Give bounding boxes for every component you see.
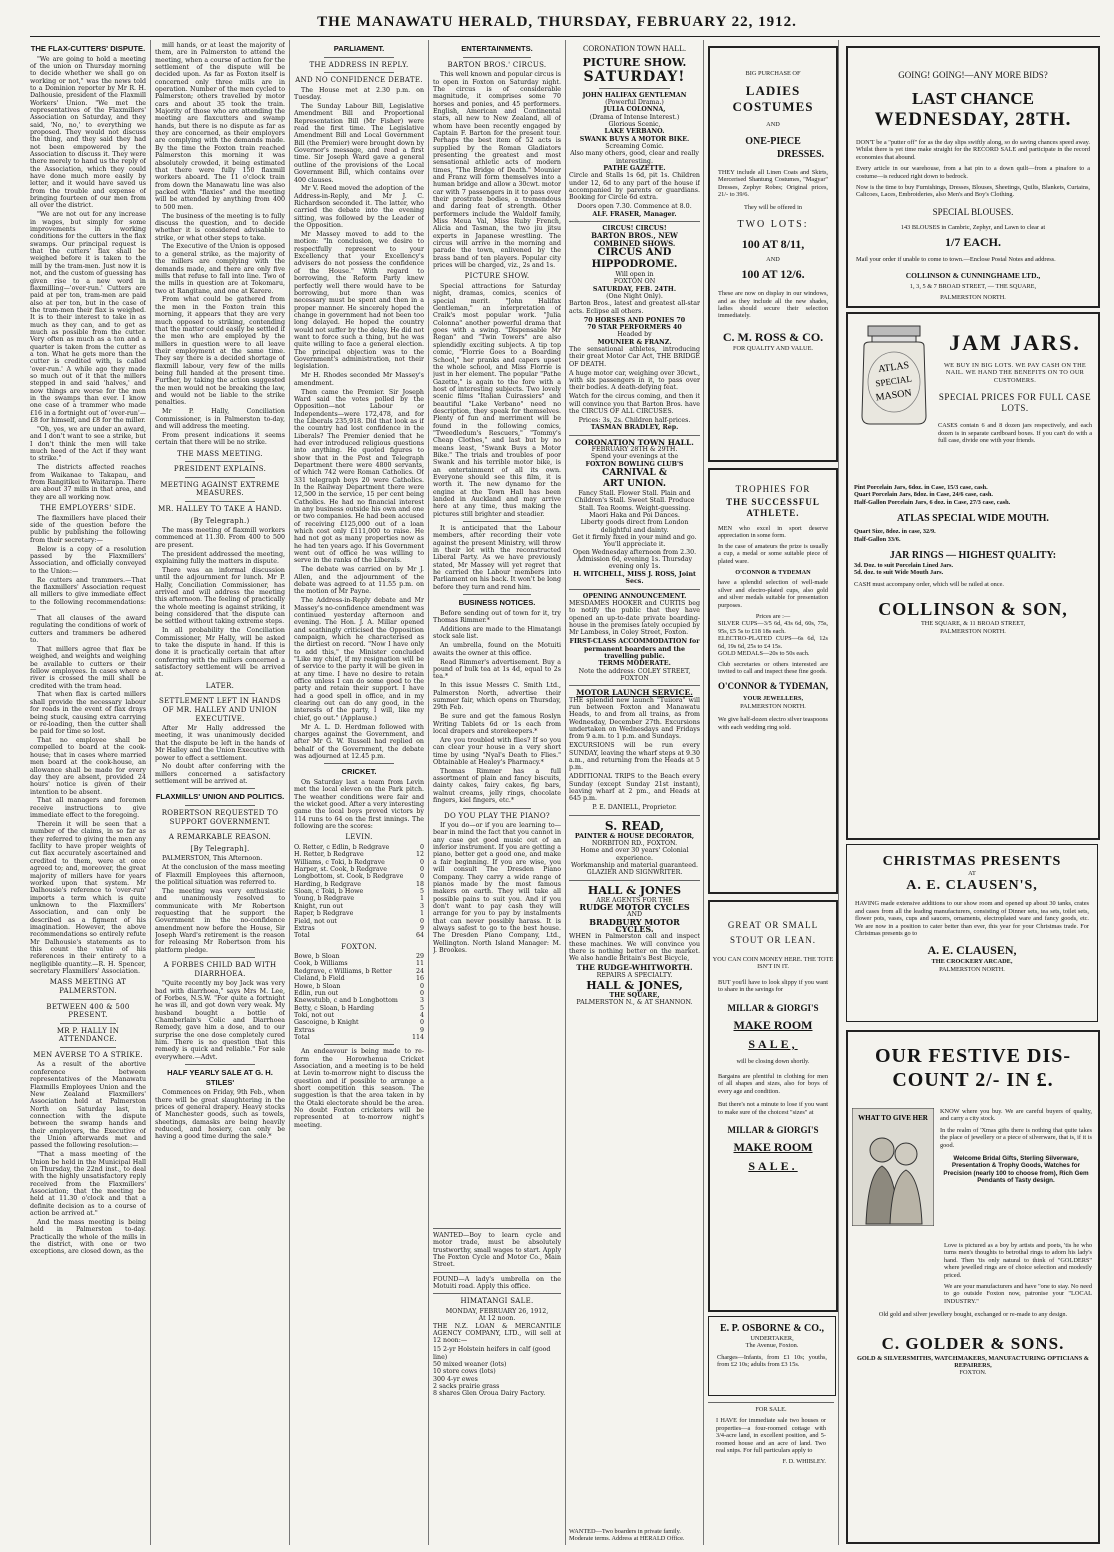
article-paragraph: Mr P. Hally, Conciliation Commissioner, is in Palmerston to-day, and will address the meeting. <box>155 408 285 430</box>
score-row <box>294 895 424 902</box>
score-row <box>294 873 424 880</box>
article-paragraph: "That a mass meeting of the Union be held in the Municipal Hall on Thursday, the 22nd inst., to deal with the highly unsatisfactory reply received from the Flaxmillers' Association; that the meeting be held at 11.30 o'clock and that a definite decision as to a course of action be arrived at." <box>30 1151 146 1217</box>
section-rule <box>185 1064 255 1065</box>
score-value: 0 <box>419 917 424 925</box>
article-heading: THE EMPLOYERS' SIDE. <box>40 504 136 512</box>
section-rule <box>60 999 116 1000</box>
article-heading: A REMARKABLE REASON. <box>168 833 272 842</box>
ad-himatangi-sale: HIMATANGI SALE. MONDAY, FEBRUARY 26, 1912, At 12 noon. THE N.Z. LOAN & MERCANTILE AGENCY COMPANY, LTD., will sell at 12 noon:— 15 2-yr Holstein heifers in calf (good line) 50 mixed weaner (lots) 10 store cows (lots) 300 4-yr ewes 2 sacks prairie grass 8 shares Glen Oroua Dairy Factory. <box>433 1297 561 1398</box>
article-heading: THE FLAX-CUTTERS' DISPUTE. <box>30 44 146 53</box>
article-heading: [By Telegraph]. <box>190 844 250 853</box>
score-value: 0 <box>419 858 424 866</box>
score-row <box>294 960 424 967</box>
article-paragraph: Are you troubled with flies? If so you can clear your house in a very short time by using "Nyal's Death to Flies." Obtainable at Healey's Pharmacy.* <box>433 736 561 766</box>
score-value: 16 <box>415 975 424 983</box>
article-paragraph: At the conclusion of the mass meeting of Flaxmill Employees this afternoon, the political situation was referred to. <box>155 864 285 887</box>
score-row <box>294 859 424 866</box>
section-rule <box>185 461 255 462</box>
article-paragraph: That when flax is carted millers shall provide the necessary labour for roads in the event of flax drays being stuck, causing extra carrying or re-loading, then the cutter shall be paid for time so lost. <box>30 691 146 736</box>
section-rule <box>185 788 255 789</box>
score-row <box>294 990 424 997</box>
article-heading: SETTLEMENT LEFT IN HANDS OF MR. HALLEY AND UNION EXECUTIVE. <box>159 697 281 723</box>
ad-barton-circus: CIRCUS! CIRCUS! BARTON BROS., NEW COMBINED SHOWS. CIRCUS AND HIPPODROME. Will open in FOXTON ON SATURDAY, FEB. 24TH. (One Night Only). Barton Bros., latest and greatest all-star acts. Eclipse all others. 70 HORSES AND PONIES 70 70 STAR PERFORMERS 40 Headed by MOUNIER & FRANZ. The sensational athletes, introducing their great Motor Car Act, THE BRIDGE OF DEATH. A huge motor car, weighing over 30cwt., with six passengers in it, to pass over their bodies. A death-defying feat. Watch for the circus coming, and then it will convince you that Barton Bros. have the CIRCUS OF ALL CIRCUSES. Prices: 3s, 2s. Children half-prices. TASMAN BRADLEY, Rep. <box>569 225 700 432</box>
ad-found-umbrella: FOUND—A lady's umbrella on the Motuiti road. Apply this office. <box>433 1275 561 1291</box>
article-paragraph: Be sure and get the famous Roslyn Writing Tablets 6d or 1s each from local drapers and storekeepers.* <box>433 713 561 735</box>
article-heading: AND NO CONFIDENCE DEBATE. <box>295 76 423 85</box>
article-paragraph: The Executive of the Union is opposed to a general strike, as the majority of the millers are complying with the demands made, and there are only five mills that refuse to fall into line. Two of the mills in question are at Tokomaru, two at Rangitane, and one at Karere. <box>155 243 285 295</box>
section-rule <box>60 1047 116 1048</box>
score-name: Longbottom, st. Cook, b Redgrave <box>294 873 404 881</box>
article-column-parliament <box>294 42 424 1547</box>
column-divider <box>289 40 290 1545</box>
score-row <box>294 1019 424 1026</box>
article-heading: LEVIN. <box>345 833 373 842</box>
article-paragraph: And the mass meeting is being held in Palmerston to-day. Practically the whole of the mills in the district, with one or two exceptions, are closed down, as the <box>30 1218 146 1256</box>
score-value: 12 <box>415 851 424 859</box>
article-paragraph: This well known and popular circus is to open in Foxton on Saturday night. The circus is of considerable magnitude, it comprises some 70 horses and ponies, and 45 performers. English, American and Continental stars, all new to New Zealand, all of whom have been recently engaged by Captain F. Barton for the present tour. Perhaps the best item of 52 acts is supplied by the Roman Gladiators presenting the greatest and most sensational athletic acts of modern times, "The Bridge of Death." Mounier and Franz will form themselves into a human bridge and allow a 30cwt. motor car with 7 passengers in it to pass over their prostrate bodies, a tremendous and daring feat of strength. Other performers include the Waldolf family, Miss Meua Val, Miss Ruby French, Alicia and Tasman, the two jiu jitsu experts in Japanese wrestling. The circus will arrive in the morning and parade the town, enlivened by the brass band of ten players. Popular city prices will be charged, viz., 2s and 1s. <box>433 71 561 270</box>
article-paragraph: The president addressed the meeting, explaining fully the matters in dispute. <box>155 550 285 566</box>
article-heading: MR. HALLEY TO TAKE A HAND. <box>158 504 282 513</box>
article-paragraph: Before sending out of town for it, try Thomas Rimmer.* <box>433 609 561 625</box>
section-rule <box>324 763 394 764</box>
article-heading: FOXTON. <box>341 942 377 951</box>
article-paragraph: "We are not out for any increase in wages, but simply for some improvements in working conditions for the cutters in the flax swamps. Our principal request is that the cutters' flax shall be weighed before it is taken to the mill by the tram-men. Just now it is not, and the custom of guessing has given rise to a new word in flaxmilling—'over-run.' Cutters are paid at per ton, tram-men are paid also at per ton, but in the case of the tram-men their flax is weighed. It is to their interest to take in as much as they can, and to get as much as possible from the cutter. Very often as much as a ton and a quarter is taken from the cutter as a ton. What he gets more than the cutter is credited with, is called 'over-run.' A while ago they made so much out of it that the millers stepped in and said 'halves,' and now things are worse for the men in the swamps than ever. I know one case of a trammer who made £16 in a fortnight out of 'over-run'—£8 for himself, and £8 for the miller. <box>30 211 146 425</box>
advertisement-column-5 <box>569 42 700 1547</box>
article-paragraph: The Sunday Labour Bill, Legislative Amendment Bill and Proportional Representation Bill (Mr Fisher) were read the first time. The Legislative Amendment Bill and Local Government Bill (the Premier) were brought down by Governor's message, and read a first time. Sir Joseph Ward gave a general outline of the provisions of the Local Government Bill, which contains over 400 clauses. <box>294 103 424 184</box>
article-heading: A FORBES CHILD BAD WITH DIARRHOEA. <box>163 961 277 978</box>
score-value: 5 <box>419 1004 424 1012</box>
article-paragraph: "Quite recently my boy Jack was very bad with diarrhoea," says Mrs M. Lee, of Forbes, N.S.W. "For quite a fortnight he was ill, and got down very weak. My husband bought a bottle of Chamberlain's Colic and Diarrhoea Remedy, gave him a dose, and to our surprise the one dose completely cured him. There is no question that this remedy is quick and reliable." For sale everywhere.—Advt. <box>155 980 285 1061</box>
article-paragraph: Below is a copy of a resolution passed by the Flaxmillers' Association, and officially conveyed to the Union:— <box>30 545 146 575</box>
article-paragraph: From present indications it seems certain that there will be no strike. <box>155 431 285 447</box>
score-row <box>294 1027 424 1034</box>
score-name: Young, b Redgrave <box>294 895 355 903</box>
score-name: O. Retter, c Edlin, b Redgrave <box>294 844 390 852</box>
score-name: Cook, b Williams <box>294 960 348 968</box>
ad-opening-announcement: OPENING ANNOUNCEMENT. MESDAMES HOOKER and CURTIS beg to notify the public that they have opened an up-to-date private boarding-house in the premises lately occupied by Mr Lambess, in Coley Street, Foxton. FIRST-CLASS ACCOMMODATION for permanent boarders and the travelling public. TERMS MODERATE. Note the address: COLEY STREET, FOXTON <box>569 592 700 682</box>
article-paragraph: As a result of the abortive conference between representatives of the Manawatu Flaxmills Employees Union and the New Zealand Flaxmillers' Association held at Palmerston North on Saturday last, in connection with the dispute between the swamp hands and their employers, the Executive of the Union afterwards met and passed the following resolution:— <box>30 1061 146 1150</box>
advertisement-column-4-bottom <box>433 1225 561 1545</box>
masthead-rule <box>30 36 1100 37</box>
article-paragraph: Mr A. L. D. Herdman followed with charges against the Government, and after Mr G. W. Russell had replied on behalf of the Government, the debate was adjourned at 12.45 p.m. <box>294 723 424 761</box>
article-heading: MR P. HALLY IN ATTENDANCE. <box>56 1026 120 1044</box>
article-paragraph: Read Rimmer's advertisement. Buy a pound of bulk tea at 1s 4d, equal to 2s tea.* <box>433 658 561 681</box>
article-heading: MASS MEETING AT PALMERSTON. <box>49 978 127 995</box>
article-paragraph: Then came the Premier. Sir Joseph Ward said the votes polled by the Opposition—not Labour or Independents—were 172,478, and for the Liberals 235,918. Did that look as if the country had lost confidence in the Liberals? The Premier denied that he had ever introduced religious questions into anything. He quoted figures to show that in the Post and Telegraph Department there were 4800 servants, of which 742 were Roman Catholics. Of 331 telegraph boys 20 were Catholics. In the Railway Department there were 12,500 in the service, 15 per cent being Catholics. He had no financial interest in any business outside his own and one or two companies. He had been accused of receiving £125,000 out of a loan which cost only £111,000 to raise. He had not got as many properties now as he had ten years ago. If his Government went out of office he was willing to serve in the ranks of the Liberals. <box>294 388 424 565</box>
score-row <box>294 918 424 925</box>
section-rule <box>185 501 255 502</box>
article-paragraph: Thomas Rimmer has a full assortment of plain and fancy biscuits, dainty cakes, fairy cakes, fig bars, walnut creams, jelly rings, chocolate fingers, kiel fingers, etc.* <box>433 767 561 805</box>
score-row <box>294 953 424 960</box>
score-value: 5 <box>419 888 424 896</box>
article-paragraph: An umbrella, found on the Motuiti awaits the owner at this office. <box>433 642 561 657</box>
section-rule <box>324 72 394 73</box>
article-paragraph: Mr V. Reed moved the adoption of the Address-in-Reply, and Mr J. C. Richardson seconded it. The latter, who carried the debate into the evening sitting, was followed by the Leader of the Opposition. <box>294 185 424 230</box>
column-divider <box>565 40 566 1545</box>
score-row <box>294 888 424 895</box>
jar-label-mason: MASON <box>874 387 913 404</box>
score-name: Extras <box>294 924 315 932</box>
jar-label-special: SPECIAL <box>874 373 913 389</box>
article-heading: PARLIAMENT. <box>333 44 385 53</box>
score-row <box>294 983 424 990</box>
ad-wanted-boy: WANTED—Boy to learn cycle and motor trade, must be absolutely trustworthy, small wages to start. Apply The Foxton Cycle and Motor Co., Main Street. <box>433 1232 561 1269</box>
article-paragraph: After Mr Hally addressed the meeting, it was unanimously decided that the dispute be left in the hands of Mr Halley and the Union Executive with power to effect a settlement. <box>155 725 285 762</box>
ad-motor-launch: MOTOR LAUNCH SERVICE. THE splendid new launch "Tuiiora" will run between Foxton and Manawatu Heads, to and from all trains, as from Wednesday, December 27th. Excursions undertaken on Wednesdays and Fridays from 9 a.m. to 1 p.m. and Sundays. EXCURSIONS will be run every SUNDAY, leaving the wharf steps at 9.30 a.m., and returning from the Heads at 5 p.m. ADDITIONAL TRIPS to the Beach every Sunday (except Sunday 21st instant), leaving wharf at 2 pm., and Heads at 645 p.m. P. E. DANIELL, Proprietor. <box>569 688 700 812</box>
score-name: Knight, run out <box>294 902 343 910</box>
score-value: 0 <box>419 1019 424 1027</box>
ad-jam-jars-collinson-son: ATLAS SPECIAL MASON JAM JARS. WE BUY IN BIG LOTS. WE PAY CASH ON THE NAIL. WE HAND THE BENEFITS ON TO OUR CUSTOMERS. SPECIAL PRICES FOR FULL CASE LOTS. CASES contain 6 and 8 dozen jars respectively, and each dozen is in separate cardboard boxes. If you can't do with a full case, divide one with your friends. Pint Porcelain Jars, 6doz. in Case, 15/3 case, cash. Quart Porcelain Jars, 8doz. in Case, 24/6 case, cash. Half-Gallon Porcelain Jars, 6 doz. in Case, 27/3 case, cash. ATLAS SPECIAL WIDE MOUTH. Quart Size, 8doz. in case, 32/9. Half-Gallon 33/6. JAR RINGS — HIGHEST QUALITY: 3d. Doz. to suit Porcelain Lined Jars. 5d. doz. to suit Wide Mouth Jars. CASH must accompany order, which will be railed at once. COLLINSON & SON, THE SQUARE, & 11 BROAD STREET, PALMERSTON NORTH. <box>846 312 1100 840</box>
article-heading: CRICKET. <box>341 767 377 777</box>
score-name: Gascoigne, b Knight <box>294 1019 359 1027</box>
article-heading: THE ADDRESS IN REPLY. <box>309 60 409 69</box>
score-name: Knewstubb, c and b Longbottom <box>294 997 398 1005</box>
article-heading: MEN AVERSE TO A STRIKE. <box>33 1050 143 1059</box>
article-paragraph: Therein it will be seen that a number of the claims, in so far as they referred to giving the men any facility to have proper weights of cut flax accurately ascertained and credited to them, were at once agreed to; and, moreover, the great majority of millers have for years worked upon that system. Mr Dalhousie's reference to 'over-run' imports a term which is quite unknown to the Flaxmillers' Association, and can only be described as a figment of his imagination. However, the above recommendations so entirely refute Mr Dalhousie's statements as to this count the value of his references in their entirety to a negligible quantity.—R. H. Spencer, secretary Flaxmillers' Association. <box>30 821 146 975</box>
ad-golder-and-sons-jewellers: OUR FESTIVE DIS- COUNT 2/- IN £. WHAT TO GIVE HER KNOW where you buy. We are careful buyers of quality, and carry a city stock. In the realm of 'Xmas gifts there is nothing that quite takes the place of jewellery or a piece of silverware, that is, if it is good. Welcome Bridal Gifts, Sterling Silverware, Presentation & Trophy Goods, Watches for Precision (nearly 100 to choose from), Rich Gem Pendants of Tasty design. Love is pictured as a boy by artists and poets, 'tis he who turns men's thoughts to betrothal rings to adorn his lady's hand. Then 'tis only natural to think of "GOLDERS" where jewelled rings are of choice selection and modestly priced. We are your manufacturers and have "one to stay. No need to go outside Foxton now, patronise your "LOCAL INDUSTRY." Old gold and silver jewellery bought, exchanged or re-made to any design. C. GOLDER & SONS. GOLD & SILVERSMITHS, WATCHMAKERS, MANUFACTURING OPTICIANS & REPAIRERS, FOXTON. <box>846 1030 1100 1544</box>
article-paragraph: In all probability the Conciliation Commissioner, Mr Hally, will be asked to take the dispute in hand. If this is done it is practically certain that after conferring with the millers concerned a satisfactory settlement will be arrived at. <box>155 627 285 679</box>
score-name: Total <box>294 932 310 940</box>
score-name: Edlin, run out <box>294 989 339 997</box>
section-rule <box>60 1023 116 1024</box>
ad-hall-and-jones: HALL & JONES ARE AGENTS FOR THE RUDGE MOTOR CYCLES AND BRADBURY MOTOR CYCLES. WHEN in Palmerston call and inspect these machines. We will convince you there is nothing better on the market. We also handle Britain's Best Bicycle, THE RUDGE-WHITWORTH. REPAIRS A SPECIALTY. HALL & JONES, THE SQUARE, PALMERSTON N., & AT SHANNON. <box>569 883 700 1007</box>
article-paragraph: mill hands, or at least the majority of them, are in Palmerston to attend the meeting, when a course of action for the settlement of the dispute will be decided upon. As far as Foxton itself is concerned only three mills are in operation. Number of the men cycled to Palmerston; others travelled by motor cars and about 35 took the train. Majority of those who are attending the meeting are flaxcutters and swamp hands, but there is no dispute as far as they are concerned, as their employers are complying with the demands made. By the time the Foxton train reached Palmerston this morning it was absolutely crowded, it being estimated that there were fully 150 flaxmill workers aboard. The 11 o'clock train from down the Manawatu line was also packed with "flaxies" and the meeting will be attended by anything from 400 to 500 men. <box>155 42 285 211</box>
article-paragraph: The House met at 2.30 p.m. on Tuesday. <box>294 86 424 102</box>
mason-jar-illustration <box>854 324 934 426</box>
article-heading: FLAXMILLS' UNION AND POLITICS. <box>155 792 285 802</box>
section-rule <box>185 805 255 806</box>
section-rule <box>185 477 255 478</box>
section-rule <box>324 1044 394 1045</box>
score-value: 11 <box>415 960 424 968</box>
article-paragraph: The mass meeting of flaxmill workers commenced at 11.30. From 400 to 500 are present. <box>155 527 285 549</box>
column-divider <box>428 40 429 1545</box>
score-name: Toki, not out <box>294 1011 335 1019</box>
article-paragraph: Mr Massey moved to add to the motion: "In conclusion, we desire to respectfully represent to your Excellency that your Excellency's advisers do not possess the confidence of the House." With regard to borrowing, the Reform Party knew perfectly well there would have to be borrowing, but more than was necessary must be spent and then in a proper manner. He sincerely hoped the change in government had not been too long delayed. He hoped the country would not suffer by the delay. He did not want to force such a thing, but he was quite willing to face a general election. The principal objection was to the Government's administration, not their legislation. <box>294 231 424 371</box>
score-value: 0 <box>419 844 424 852</box>
score-value: 3 <box>419 997 424 1005</box>
article-paragraph: That no employee shall be compelled to board at the cook-house; that in cases where married men board at the cook-house, an allowance shall be made for every day they are absent, provided 24 hours' notice is given of their intention to be absent. <box>30 737 146 796</box>
score-row <box>294 903 424 910</box>
ad-osborne-undertaker: E. P. OSBORNE & CO., UNDERTAKER, The Avenue, Foxton. Charges—Infants, from £1 10s; youths, from £2 10s; adults from £3 15s. <box>708 1316 836 1396</box>
article-paragraph: No doubt after conferring with the millers concerned a satisfactory settlement will be arrived at. <box>155 763 285 786</box>
jar-label-atlas: ATLAS <box>877 359 910 376</box>
score-name: Extras <box>294 1026 315 1034</box>
ad-millar-giorgi-sale: GREAT OR SMALL STOUT OR LEAN. YOU CAN COIN MONEY HERE. THE TOTE ISN'T IN IT. BUT you'll have to look slippy if you want to share in the savings for MILLAR & GIORGI'S MAKE ROOM SALE, will be closing down shortly. Bargains are plentiful in clothing for men of all shapes and sizes, also for boys of every age and condition. But there's not a minute to lose if you want to make sure of the choicest "sizes" at MILLAR & GIORGI'S MAKE ROOM SALE. <box>708 900 838 1312</box>
score-name: Sloan, c Toki, b Howe <box>294 888 364 896</box>
article-paragraph: That all managers and foremen receive instructions to give immediate effect to the foregoing. <box>30 797 146 820</box>
article-paragraph: The debate was carried on by Mr J. Allen, and the adjournment of the debate was agreed to at 11.55 p.m. on the motion of Mr Payne. <box>294 566 424 596</box>
ad-cm-ross-costumes: BIG PURCHASE OF LADIES COSTUMES AND ONE-PIECE DRESSES. THEY include all Linen Coats and Skirts, Mercerised Shantung Costumes, "Magyar" Dresses, Zephyr Robes; Original prices, 21/- to 39/6. They will be offered in TWO LOTS: 100 AT 8/11, AND 100 AT 12/6. These are now on display in our windows, and as they include all the new shades, ladies should secure their selection immediately. C. M. ROSS & CO. FOR QUALITY AND VALUE. <box>708 46 838 462</box>
article-heading: ENTERTAINMENTS. <box>461 44 533 53</box>
score-name: Bowe, b Sloan <box>294 953 340 961</box>
article-heading: HALF YEARLY SALE AT G. H. STILES' <box>167 1068 273 1087</box>
score-name: Field, not out <box>294 917 337 925</box>
article-paragraph: From what could be gathered from the men in the Foxton train this morning, it appears that they are very much opposed to striking, contending that the matter could easily be settled if the men who are employed by the millers in question were to all leave their employment at the same time. They say there is a decided shortage of flaxmill labour, very few of the mills being full handed at the present time. Further, by taking the action suggested the men would not be breaking the law, and would not be liable to the strike penalties. <box>155 296 285 407</box>
article-heading: BETWEEN 400 & 500 PRESENT. <box>46 1002 130 1020</box>
article-paragraph: Re cutters and trammers.—That the flaxmillers' Association request all millers to give immediate effect to the following recommendations:— <box>30 576 146 613</box>
article-paragraph: If you do—or if you are learning to—bear in mind the fact that you cannot in any case get good music out of an inferior instrument. If you are getting a piano, better get a good one, and make a fair beginning. If you are wise, you will consult The Dresden Piano Company. They carry a wide range of pianos made by the most famous makers on earth. They will take all possible pains to suit you. And if you don't want to pay cash they will arrange for you to pay by instalments that can never possibly harass. It is always safest to go to the best house. The Dresden Piano Company, Ltd., Wellington. North Island Manager: M. J. Brookes. <box>433 822 561 954</box>
score-value: 114 <box>411 1033 424 1041</box>
score-value: 1 <box>419 895 424 903</box>
article-paragraph: That millers agree that flax be weighed, and weights and weighing be available to cutters or their fellow employees. In cases where a river is crossed the mill shall be credited with the tram head. <box>30 645 146 690</box>
ad-bowling-club-carnival: CORONATION TOWN HALL. FEBRUARY 28TH & 29TH. Spend your evenings at the FOXTON BOWLING CLUB'S CARNIVAL & ART UNION. Fancy Stall. Flower Stall. Plain and Children's Stall. Sweet Stall. Produce Stall. Tea Rooms. Weight-guessing. Maori Haka and Poi Dances. Liberty goods direct from London delightful and dainty. Get it firmly fixed in your mind and go. You'll appreciate it. Open Wednesday afternoon from 2.30. Admission 6d, evening 1s. Thursday evening only 1s. H. WITCHELL, MISS J. ROSS, Joint Secs. <box>572 437 697 586</box>
ad-trophies-oconnor-tydeman: TROPHIES FOR THE SUCCESSFUL ATHLETE. MEN who excel in sport deserve appreciation in some form. In the case of amateurs the prize is usually a cup, a medal or some suitable piece of plated ware. O'CONNOR & TYDEMAN have a splendid selection of well-made silver and electro-plated cups, also gold and silver medals suitable for presentation purposes. Prices are :— SILVER CUPS—3/5 6d, 43s 6d, 60s, 75s, 95s, £5 5s to £18 18s each. ELECTRO-PLATED CUPS—6s 6d, 12s 6d, 19s 6d, 25s to £4 15s. GOLD MEDALS—20s to 50s each. Club secretaries or others interested are invited to call and inspect these fine goods. O'CONNOR & TYDEMAN, YOUR JEWELLERS, PALMERSTON NORTH. We give half-dozen electro silver teaspoons with each wedding ring sold. <box>708 468 838 894</box>
score-row <box>294 1034 424 1041</box>
article-heading: BUSINESS NOTICES. <box>458 598 536 608</box>
score-name: Cieland, b Field <box>294 975 345 983</box>
score-value: 0 <box>419 989 424 997</box>
score-row <box>294 881 424 888</box>
illustration-caption: WHAT TO GIVE HER <box>858 1114 928 1122</box>
ad-collinson-cunninghame-sale: GOING! GOING!—ANY MORE BIDS? LAST CHANCE WEDNESDAY, 28TH. DON'T be a "putter off" for as the day slips swiftly along, so do saving chances speed away. Whilst there is yet time make straight for the RECORD SALE and participate in the record economies that abound. Every article in our warehouse, from a hat pin to a down quilt—from a pinafore to a costume—is reduced right down to bedrock. Now is the time to buy Furnishings, Dresses, Blouses, Sheetings, Quilts, Blankets, Curtains, Calicoes, Laces, Embroideries, also Men's and Boy's Clothing. SPECIAL BLOUSES. 143 BLOUSES in Cambric, Zephyr, and Lawn to clear at 1/7 EACH. Mail your order if unable to come to town.—Enclose Postal Notes and address. COLLINSON & CUNNINGHAME LTD., 1, 3, 5 & 7 BROAD STREET, — THE SQUARE, PALMERSTON NORTH. <box>846 46 1100 308</box>
score-row <box>294 851 424 858</box>
article-heading: PRESIDENT EXPLAINS. <box>173 465 267 474</box>
article-paragraph: The meeting was very enthusiastic and unanimously resolved to communicate with Mr Robertson requesting that he support the Government in the no-confidence amendment now before the House, Sir Joseph Ward's retirement is the reason for releasing Mr Robertson from his platform pledge. <box>155 888 285 954</box>
article-paragraph: PALMERSTON, This Afternoon. <box>162 855 263 863</box>
article-paragraph: The business of the meeting is to fully discuss the question, and to decide whether it is considered advisable to strike, or what other steps to take. <box>155 212 285 242</box>
article-paragraph: Commences on Friday, 9th Feb., when there will be great slaughtering in the prices of general drapery. Heavy stocks of Manchester goods, such as towels, sheetings, damasks are being heavily reduced, and hosiery, can only be having a good time during the sale.* <box>155 1089 285 1141</box>
column-divider <box>150 40 151 1545</box>
article-heading: LATER. <box>205 681 235 690</box>
score-row <box>294 1005 424 1012</box>
score-name: Total <box>294 1033 310 1041</box>
score-row <box>294 1012 424 1019</box>
article-paragraph: "Oh, yes, we are under an award, and I don't want to see a strike, but I don't think the men will take much heed of the Act if they want to strike." <box>30 425 146 463</box>
article-paragraph: Special attractions for Saturday night, dramas, comics, scenics of special merit. "John Halifax Gentleman," an interpretation of Craik's most popular work. "Julia Colonna" another powerful drama that goes with a swing. "Dispensable Mr Regan" and "Twin Towers" are also splendidly exciting subjects. A tip top comic, "Florrie Goes to a Boarding School," her pranks and capers upset the whole school, and Miss Florrie is just in her element. The popular "Pathe Gazette," is again to the fore with a host of interesting subjects. Two lovely scenic films "Italian Cuirassiers" and beautiful "Lake Verbano" need no description, they speak for themselves. Plenty of fun and merriment will be found in the following comics, "Tweedledum's Rescuers," "Tommy's Cheap Clothes," and last but by no means least, "Swank Buys a Motor Bike." The trials and troubles of poor Swank and his terrible motor bike, is an entertainment of all its own. Everyone should see this film, it is worth it. The new dynamo for the engine at the Town Hall has been landed in Auckland and may arrive here at any time, thus making the pictures still brighter and steadier. <box>433 283 561 518</box>
ad-coronation-picture-show: CORONATION TOWN HALL. PICTURE SHOW. SATURDAY! JOHN HALIFAX GENTLEMAN (Powerful Drama.) JULIA COLONNA, (Drama of Intense Interest.) Glorious Scenic, LAKE VERBANO. SWANK BUYS A MOTOR BIKE. Screaming Comic. Also many others, good, clear and really interesting. PATHE GAZETTE. Circle and Stalls 1s 6d, pit 1s. Children under 12, 6d to any part of the house if accompanied by parents or guardians. Booking for Circle 6d extra. Doors open 7.30. Commence at 8.0. ALF. FRASER, Manager. <box>569 44 700 218</box>
score-value: 3 <box>419 902 424 910</box>
score-name: Betty, c Sloan, b Harding <box>294 1004 375 1012</box>
score-value: 64 <box>415 932 424 940</box>
article-heading: MEETING AGAINST EXTREME MEASURES. <box>160 480 280 498</box>
score-value: 4 <box>419 1011 424 1019</box>
article-column-flax-dispute <box>30 42 146 1547</box>
section-rule <box>463 521 531 522</box>
ad-for-sale-whibley: FOR SALE. I HAVE for immediate sale two houses or properties—a four-roomed cottage with 3/4-acre land, in excellent position, and 5-roomed house and an acre of land. Two real snips. For full particulars apply to F. D. WHIBLEY. <box>708 1402 834 1542</box>
article-heading: BARTON BROS.' CIRCUS. <box>447 60 547 69</box>
score-value: 0 <box>419 873 424 881</box>
score-value: 18 <box>415 880 424 888</box>
article-paragraph: There was an informal discussion until the adjournment for lunch. Mr P. Hally, Conciliation Commissioner, has arrived and will address the meeting this afternoon. The feeling of practically the whole meeting is against striking, it being considered that the dispute can be settled without taking extreme steps. <box>155 567 285 626</box>
section-rule <box>324 57 394 58</box>
score-value: 29 <box>415 953 424 961</box>
ad-s-read-painter: S. READ, PAINTER & HOUSE DECORATOR, NORBITON RD., FOXTON. Home and over 30 years' Colonial experience. Workmanship and material guaranteed. GLAZIER AND SIGNWRITER. <box>570 818 699 877</box>
article-paragraph: That all clauses of the award regulating the conditions of work of cutters and trammers be adhered to. <box>30 614 146 644</box>
score-value: 0 <box>419 866 424 874</box>
article-heading: DO YOU PLAY THE PIANO? <box>444 811 550 820</box>
score-name: Raper, b Redgrave <box>294 910 354 918</box>
ad-wanted-boarders: WANTED—Two boarders in private family. Moderate terms. Address at HERALD Office. <box>569 1528 700 1544</box>
section-rule <box>463 594 531 595</box>
section-rule <box>463 808 531 809</box>
article-column-mass-meeting <box>155 42 285 1547</box>
score-name: Howe, b Sloan <box>294 982 341 990</box>
score-value: 9 <box>419 1026 424 1034</box>
score-value: 0 <box>419 982 424 990</box>
score-value: 9 <box>419 924 424 932</box>
article-paragraph: In this issue Messrs C. Smith Ltd., Palmerston North, advertise their summer fair, which opens on Thursday, 29th Feb. <box>433 682 561 712</box>
ad-clausen-christmas-presents: CHRISTMAS PRESENTS AT A. E. CLAUSEN'S, HAVING made extensive additions to our show room and opened up about 30 tanks, crates and cases from all the leading manufacturers, consisting of Dinner sets, tea sets, toilet sets, flower pots, vases, cups and saucers, ornaments, electroplated ware and fancy goods, etc. We are now in a position to cater better than ever, this year for your Christmas trade. For Christmas presents go to A. E. CLAUSEN, THE CROCKERY ARCADE, PALMERSTON NORTH. <box>846 844 1098 1022</box>
article-heading: (By Telegraph.) <box>190 516 250 525</box>
score-value: 24 <box>415 967 424 975</box>
score-name: Redgrave, c Williams, b Retter <box>294 967 392 975</box>
article-heading: ROBERTSON REQUESTED TO SUPPORT GOVERNMENT. <box>161 809 279 826</box>
article-paragraph: The flaxmillers have placed their side of the question before the public by publishing the following from their secretary:— <box>30 514 146 544</box>
score-row <box>294 844 424 851</box>
article-paragraph: The districts affected reaches from Waikanae to Takapau, and from Rangitikei to Waitarapa. There are about 37 mills in that area, and they are all working now. <box>30 464 146 501</box>
score-row <box>294 968 424 975</box>
section-rule <box>185 829 255 830</box>
section-rule <box>185 693 255 694</box>
score-row <box>294 997 424 1004</box>
article-paragraph: The Address-in-Reply debate and Mr Massey's no-confidence amendment was continued yesterday afternoon and evening. The Hon. J. A. Millar opened and scathingly criticised the Opposition campaign, which he characterised as the dirtiest on record. "Now I have only to add this," the Minister concluded "Like my chief, if my resignation will be of service to the party it will be given in at any time. I have no desire to retain office unless I can do some good to the party and retain their support. I have had a good spell in office, and in my clearing out can do any good, in the interests of the party, I will, like my chief, go out." (Applause.) <box>294 597 424 722</box>
score-row <box>294 866 424 873</box>
score-name: Harper, st. Cook, b Redgrave <box>294 866 387 874</box>
score-name: Harding, b Redgrave <box>294 880 361 888</box>
article-paragraph: Additions are made to the Himatangi stock sale list. <box>433 626 561 641</box>
score-row <box>294 932 424 939</box>
score-row <box>294 925 424 932</box>
couple-illustration <box>852 1108 934 1226</box>
article-paragraph: An endeavour is being made to re-form the Horowhenua Cricket Association, and a meeting is to be held at Levin to-morrow night to discuss the question and if possible to arrange a short competition this season. The suggestion is that the area taken in by the Otaki electorate should be the area. No doubt Foxton cricketers will be represented at to-morrow night's meeting. <box>294 1048 424 1129</box>
column-divider <box>703 40 704 1545</box>
article-paragraph: It is anticipated that the Labour members, after recording their vote against the present Ministry, will throw in their lot with the reconstructed Liberal Party. As we have previously stated, Mr Massey will yet regret that he carried the Labour members into Parliament on his back. It won't be long before they turn and rend him. <box>433 525 561 591</box>
article-heading: PICTURE SHOW. <box>464 272 530 281</box>
column-divider <box>838 40 839 1545</box>
score-row <box>294 975 424 982</box>
article-heading: THE MASS MEETING. <box>177 449 263 458</box>
score-name: H. Retter, b Redgrave <box>294 851 364 859</box>
score-value: 1 <box>419 910 424 918</box>
section-rule <box>185 957 255 958</box>
article-paragraph: On Saturday last a team from Levin met the local eleven on the Park pitch. The weather conditions were fair and the wicket good. After a very interesting game the local boys proved victors by 114 runs to 64 on the first innings. The following are the scores: <box>294 779 424 831</box>
masthead: THE MANAWATU HERALD, THURSDAY, FEBRUARY 22, 1912. <box>317 14 797 30</box>
article-paragraph: "We are going to hold a meeting of the union on Thursday morning to decide whether we shall go on working or not," was the news told to a Dominion reporter by Mr R. H. Dalhousie, president of the Flaxmill Workers' Union. "We met the representatives of the Flaxmillers' Association on Saturday, and they said, 'No, no,' to everything we proposed. They would not discuss the thing, and they said they had not been empowered by the Association to discuss it. They were there merely to hand us the reply of the Association, which they could have done much more easily by letter, and it would have saved us from the trouble and expense of bringing fourteen of our men from all over the district. <box>30 55 146 210</box>
article-paragraph: Mr H. Rhodes seconded Mr Massey's amendment. <box>294 372 424 387</box>
section-rule <box>463 57 531 58</box>
score-name: Williams, c Toki, b Redgrave <box>294 858 385 866</box>
score-row <box>294 910 424 917</box>
